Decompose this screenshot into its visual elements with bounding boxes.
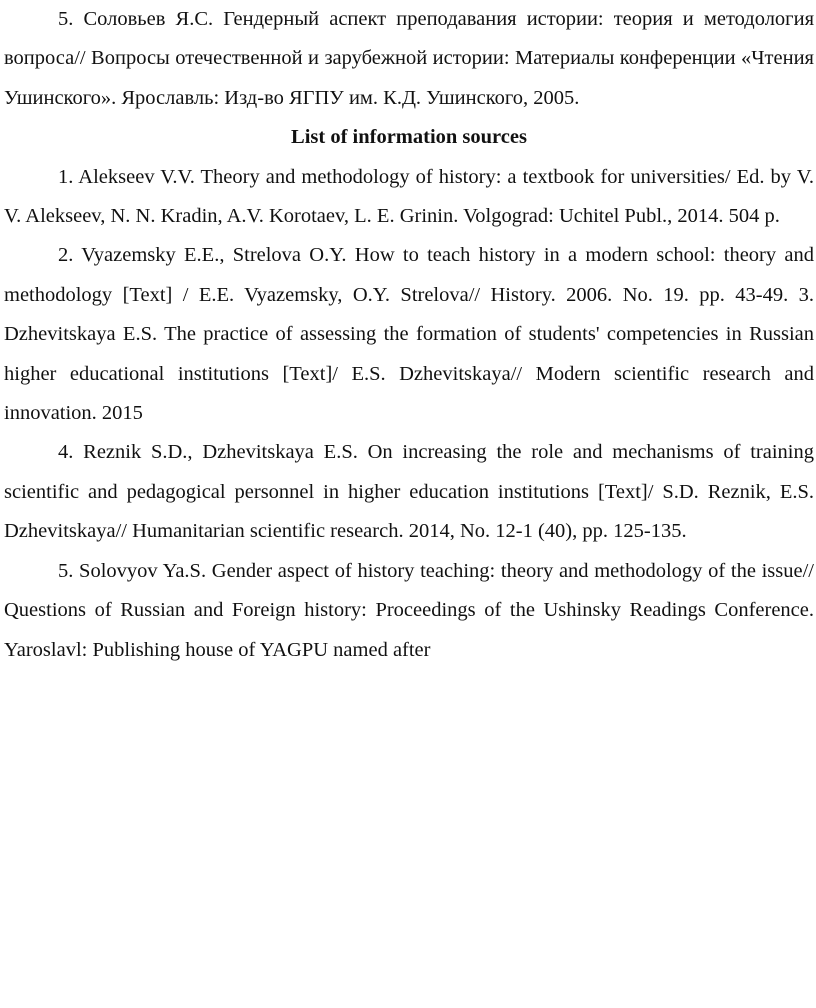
reference-item-4: 4. Reznik S.D., Dzhevitskaya E.S. On increasing the role and mechanisms of training scientific and pedagogical personnel in higher education institutions [Text]/ S.D. Reznik, E.S. Dzhevitskaya// Humanitarian scientific research. 2014, No. 12-1 (40), pp. 125-135. [4,441,814,543]
reference-item-1: 1. Alekseev V.V. Theory and methodology of history: a textbook for universities/ Ed. by V. V. Alekseev, N. N. Kradin, A.V. Korotaev, L. E. Grinin. Volgograd: Uchitel Publ., 2014. 504 p. [4,165,814,228]
reference-item-2-3: 2. Vyazemsky E.E., Strelova O.Y. How to teach history in a modern school: theory and methodology [Text] / E.E. Vyazemsky, O.Y. Strelova// History. 2006. No. 19. pp. 43-49. 3. Dzhevitskaya E.S. The practice of assessing the formation of students' competencies in Russian higher educational institutions [Text]/ E.S. Dzhevitskaya// Modern scientific research and innovation. 2015 [4,244,814,425]
document-page [4,0,814,670]
russian-reference-paragraph: 5. Соловьев Я.С. Гендерный аспект преподавания истории: теория и методология вопроса// Вопросы отечественной и зарубежной истории: Материалы конференции «Чтения Ушинского». Ярославль: Изд-во ЯГПУ им. К.Д. Ушинского, 2005. [4,8,814,109]
references-heading: List of information sources [291,126,527,149]
reference-item-5: 5. Solovyov Ya.S. Gender aspect of history teaching: theory and methodology of the issue// Questions of Russian and Foreign history: Proceedings of the Ushinsky Readings Conference. Yaroslavl: Publishing house of YAGPU named after [4,559,814,661]
